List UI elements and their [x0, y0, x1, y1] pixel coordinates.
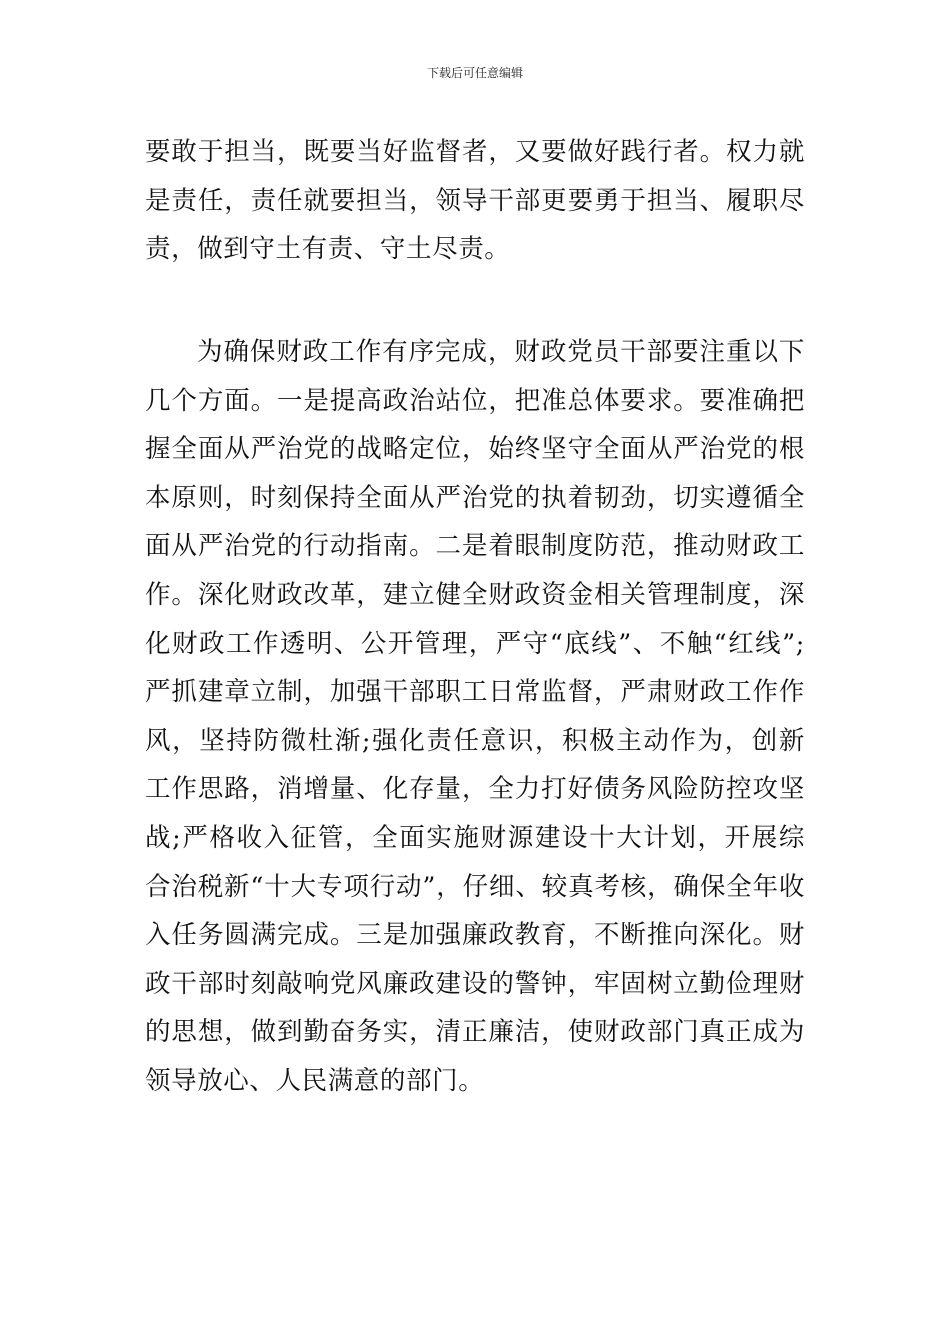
page-header-note: 下载后可任意编辑	[426, 66, 523, 80]
paragraph-1: 要敢于担当，既要当好监督者，又要做好践行者。权力就是责任，责任就要担当，领导干部更要勇于担当、履职尽责，做到守土有责、守土尽责。	[145, 137, 805, 265]
paragraph-2: 为确保财政工作有序完成，财政党员干部要注重以下几个方面。一是提高政治站位，把准总体要求。要准确把握全面从严治党的战略定位，始终坚守全面从严治党的根本原则，时刻保持全面从严治党的执着韧劲，切实遵循全面从严治党的行动指南。二是着眼制度防范，推动财政工作。深化财政改革，建立健全财政资金相关管理制度，深化财政工作透明、公开管理，严守“底线”、不触“红线”;严抓建章立制，加强干部职工日常监督，严肃财政工作作风，坚持防微杜渐;强化责任意识，积极主动作为，创新工作思路，消增量、化存量，全力打好债务风险防控攻坚战;严格收入征管，全面实施财源建设十大计划，开展综合治税新“十大专项行动”，仔细、较真考核，确保全年收入任务圆满完成。三是加强廉政教育，不断推向深化。财政干部时刻敲响党风廉政建设的警钟，牢固树立勤俭理财的思想，做到勤奋务实，清正廉洁，使财政部门真正成为领导放心、人民满意的部门。	[145, 337, 805, 1096]
